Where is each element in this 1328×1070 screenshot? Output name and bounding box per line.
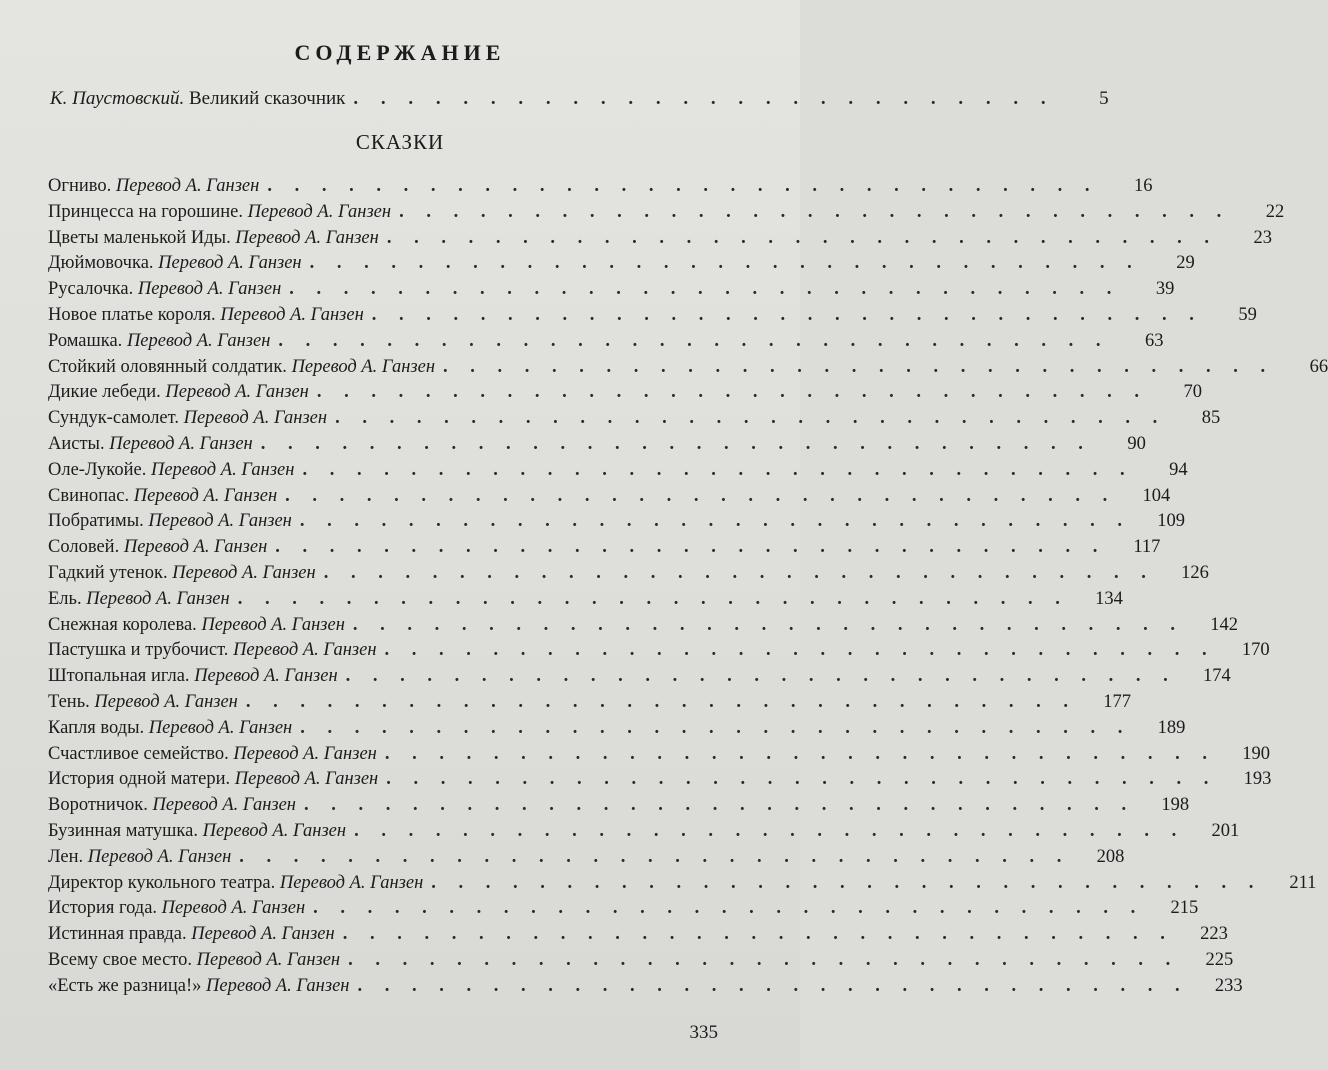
toc-entry-translator: Перевод А. Ганзен [87,846,232,867]
toc-entry-title: Соловей. [48,537,120,558]
toc-entry-title: Бузинная матушка. [48,820,198,841]
dot-leader: . . . . . . . . . . . . . . . . . . . . . . . . . . . . . . . [309,253,1141,274]
toc-entry-page-number: 233 [1214,975,1243,996]
toc-entry [48,614,1239,641]
toc-entry-translator: Перевод А. Ганзен [201,614,345,635]
dot-leader: . . . . . . . . . . . . . . . . . . . . . . . . . . . . . . . [316,382,1148,403]
toc-entry-title-part [48,744,377,765]
toc-entry-title: История одной матери. [48,769,231,790]
toc-entry [48,459,1188,486]
toc-entry-title: Аисты. [48,433,105,454]
dot-leader: . . . . . . . . . . . . . . . . . . . . . . . . . . . . . . . [267,176,1099,196]
toc-entry [48,382,1202,408]
toc-entry-title-part [48,253,302,274]
toc-entry-translator: Перевод А. Ганзен [194,666,338,687]
toc-entry-title: Дюймовочка. [48,253,154,274]
dot-leader: . . . . . . . . . . . . . . . . . . . . . . . . . . . . . . . [371,304,1203,325]
toc-entry-translator: Перевод А. Ганзен [137,279,282,300]
dot-leader: . . . . . . . . . . . . . . . . . . . . . . . . . . . . . . . [289,279,1121,300]
toc-entry-title: Русалочка. [48,279,134,300]
dot-leader: . . . . . . . . . . . . . . . . . . . . . . . . . . . . . . . [299,511,1131,532]
dot-leader: . . . . . . . . . . . . . . . . . . . . . . . . . . . . . . . [285,485,1117,506]
toc-entry [48,975,1243,1002]
toc-entry-page-number: 189 [1157,717,1186,738]
dot-leader: . . . . . . . . . . . . . . . . . . . . . . . . . . . . . . . [260,433,1092,454]
toc-entry-translator: Перевод А. Ганзен [291,356,436,377]
toc-entry-title: Новое платье короля. [48,304,216,325]
toc-entry-page-number: 90 [1127,433,1146,454]
dot-leader: . . . . . . . . . . . . . . . . . . . . . . . . . . . . . . . [302,459,1134,480]
toc-entry-title: Счастливое семейство. [48,743,229,764]
toc-entry-page-number: 134 [1095,588,1123,609]
toc-entry [48,666,1231,692]
toc-entry [48,769,1272,795]
toc-entry-title-part [48,873,423,894]
dot-leader: . . . . . . . . . . . . . . . . . . . . . . . . . . . . . . . [399,201,1231,222]
toc-entry-translator: Перевод А. Ганзен [233,640,377,661]
toc-entry-title-part [48,563,316,584]
toc-entry [48,511,1185,537]
toc-entry-title-part [48,589,230,610]
toc-entry-translator: Перевод А. Ганзен [279,872,424,893]
toc-entry-page-number: 208 [1096,846,1125,867]
toc-entry [48,795,1190,821]
toc-entry-page-number: 70 [1183,382,1202,403]
dot-leader: . . . . . . . . . . . . . . . . . . . . . . . . . . . . . . . [313,898,1145,919]
toc-entry [48,898,1199,924]
dot-leader: . . . . . . . . . . . . . . . . . . . . . . . . . . . . . . . [431,872,1263,893]
toc-entry-translator: Перевод А. Ганзен [133,485,278,506]
toc-entry-title-part [48,924,335,945]
toc-entry-page-number: 170 [1241,640,1270,661]
dot-leader: . . . . . . . . . . . . . . . . . . . . . . . . . . . . . . . [357,975,1189,996]
toc-entry-translator: Перевод А. Ганзен [235,227,379,248]
page-folio: 335 [689,1022,718,1043]
dot-leader: . . . . . . . . . . . . . . . . . . . . . . . . . . . . . . . [239,846,1071,867]
dot-leader: . . . . . . . . . . . . . . . . . . . . . . . . . . . . . . . [384,640,1216,661]
toc-entry [48,588,1123,615]
toc-entry-translator: Перевод А. Ганзен [233,743,377,764]
toc-entry-title-part [48,279,281,300]
toc-entry-page-number: 59 [1238,304,1257,325]
toc-entry-title-part [48,511,292,532]
toc-entry-title: Штопальная игла. [48,666,190,687]
toc-entry-title: Сундук-самолет. [48,408,179,429]
toc-entry-title-part [48,408,327,429]
toc-entry-translator: Перевод А. Ганзен [165,382,309,403]
toc-entry-title-part [48,331,270,352]
toc-entry-translator: Перевод А. Ганзен [220,304,364,325]
toc-entry-translator: Перевод А. Ганзен [196,949,341,970]
toc-entry-translator: Перевод А. Ганзен [206,975,350,996]
toc-entry-title: Стойкий оловянный солдатик. [48,356,287,377]
toc-entry-title: Лен. [48,846,84,867]
dot-leader: . . . . . . . . . . . . . . . . . . . . . . . . . . . . . . . [335,408,1167,429]
toc-entry-title: Побратимы. [48,511,144,532]
toc-entry-page-number: 190 [1242,743,1270,764]
toc-entry-title: Принцесса на горошине. [48,201,243,222]
toc-entry-title-part [48,898,305,919]
toc-entry-title: Ель. [48,588,82,609]
toc-entry-title-part [48,434,253,455]
section-title: СКАЗКИ [355,130,445,154]
toc-entry-page-number: 174 [1203,666,1231,687]
toc-entry-page-number: 225 [1205,949,1234,970]
toc-entry-page-number: 85 [1201,408,1221,429]
toc-entry-translator: Перевод А. Ганзен [161,898,306,919]
toc-entry-page-number: 201 [1211,820,1240,841]
toc-entry-translator: Перевод А. Ганзен [158,253,302,274]
toc-entry-title-part [48,847,231,868]
toc-entry [48,227,1272,254]
toc-entry-title-part [48,486,277,507]
toc-entry-translator: Перевод А. Ганзен [234,769,379,790]
toc-entry-page-number: 193 [1243,769,1272,790]
toc-entry-translator: Перевод А. Ганзен [191,924,335,945]
toc-entry [48,485,1171,512]
toc-entry-title: Всему свое место. [48,949,193,970]
toc-entry-page-number: 126 [1181,562,1209,583]
toc-entry-title: Ромашка. [48,330,123,351]
toc-entry-page-number: 22 [1265,201,1285,222]
dot-leader: . . . . . . . . . . . . . . . . . . . . . . . . . . . . . . . [245,691,1077,712]
toc-entry-title-part [48,666,338,687]
toc-entry-title-part [48,176,259,197]
intro-author: К. Паустовский. [50,88,185,109]
toc-entry [48,846,1125,873]
toc-entry-page-number: 211 [1289,872,1317,893]
toc-entry-title-part [48,718,292,739]
dot-leader: . . . . . . . . . . . . . . . . . . . . . . . . . . . . . . . [342,924,1174,945]
toc-entry-translator: Перевод А. Ганзен [86,588,230,609]
toc-entry [48,691,1131,718]
toc-entry-title-part [48,821,346,842]
toc-entry-title-part [48,769,378,790]
toc-entry-title: Свинопас. [48,485,130,506]
toc-entry-translator: Перевод А. Ганзен [148,717,293,738]
toc-entry-title-part [48,692,238,713]
toc-entry-translator: Перевод А. Ганзен [202,820,347,841]
toc-entry-title-part [48,357,435,378]
toc-entry-page-number: 198 [1161,795,1190,816]
toc-entry-title-part [48,382,309,403]
toc-entry-title-part [48,950,340,971]
toc-entry-translator: Перевод А. Ганзен [123,537,268,558]
dot-leader: . . . . . . . . . . . . . . . . . . . . . . . . . . . . . . . [304,795,1136,816]
toc-entry [48,924,1228,950]
dot-leader: . . . . . . . . . . . . . . . . . . . . . . . . . . . . . . . [386,227,1218,248]
toc-entry-title: Истинная правда. [48,924,187,945]
dot-leader: . . . . . . . . . . . . . . . . . . . . . . . . . . . . . . . [384,743,1216,764]
toc-entry-page-number: 63 [1145,330,1164,351]
toc-entry-title-part [48,537,267,558]
toc-entry-page-number: 29 [1176,253,1195,274]
toc-entry [48,253,1195,279]
toc-entry [48,433,1146,460]
dot-leader: . . . . . . . . . . . . . . . . . . . . . . . . . . . . . . . [300,717,1132,738]
toc-entry-title: История года. [48,898,158,919]
toc-entry-title: Оле-Лукойе. [48,459,147,480]
dot-leader: . . . . . . . . . . . . . . . . . . . . . . . . . . . . . . . [354,820,1186,841]
dot-leader: . . . . . . . . . . . . . . . . . . . . . . . . . . . . . . . [278,330,1110,351]
toc-entry [48,176,1153,202]
toc-entry-translator: Перевод А. Ганзен [150,459,295,480]
dot-leader: . . . . . . . . . . . . . . . . . . . . . . . . . . . . . . . [275,537,1107,558]
toc-entry-title: Тень. [48,691,90,712]
intro-title-part [50,88,345,110]
toc-entry-page-number: 66 [1309,356,1328,377]
toc-entry-page-number: 142 [1210,614,1239,635]
toc-entry-page-number: 223 [1200,924,1228,945]
toc-entry-translator: Перевод А. Ганзен [183,408,328,429]
dot-leader: . . . . . . . . . . . . . . . . . . . . . . . . . . . . . . . [348,949,1180,970]
dot-leader: . . . . . . . . . . . . . . . . . . . . . . . . . . . . . . . [345,666,1177,687]
toc-entry-title-part [48,228,379,249]
toc-entry-title-part [48,305,364,326]
toc-entry [48,640,1270,666]
toc-entry-translator: Перевод А. Ганзен [94,691,238,712]
toc-entry-translator: Перевод А. Ганзен [109,433,253,454]
toc-entry-page-number: 16 [1133,176,1153,196]
dot-leader: . . . . . . . . . . . . . . . . . . . . . . . . . . . . . . . [323,562,1155,583]
toc-entry [48,820,1240,847]
toc-entry-translator: Перевод А. Ганзен [247,201,392,222]
toc-entry-title: Цветы маленькой Иды. [48,227,231,248]
intro-title: Великий сказочник [189,88,346,109]
toc-entry [48,717,1186,744]
toc-entry-title: Воротничок. [48,795,148,816]
toc-entry-translator: Перевод А. Ганзен [148,511,292,532]
toc-entry-title-part [48,615,345,636]
toc-entry-translator: Перевод А. Ганзен [152,795,296,816]
intro-page-number: 5 [1099,88,1109,109]
toc-entry [48,330,1164,357]
toc-entry-title-part [48,460,294,481]
toc-entry [48,356,1328,383]
toc-entry-title-part [48,976,349,997]
contents-heading: СОДЕРЖАНИЕ [294,40,506,65]
intro-entry [50,88,1109,110]
dot-leader: . . . . . . . . . . . . . . . . . . . . . . . . . . . . . . . [237,588,1069,609]
toc-entry [48,872,1317,899]
toc-list [48,176,1328,1002]
toc-entry-title: Снежная королева. [48,614,197,635]
dot-leader: . . . . . . . . . . . . . . . . . . . . . . . . . . . . . . . [386,769,1218,790]
toc-entry-page-number: 104 [1142,485,1171,506]
toc-entry-title-part [48,640,377,661]
toc-entry [48,743,1270,770]
toc-entry-title: «Есть же разница!» [48,975,202,996]
toc-entry-title: Пастушка и трубочист. [48,640,229,661]
toc-entry-title: Капля воды. [48,717,145,738]
dot-leader: . . . . . . . . . . . . . . . . . . . . . . . . . . [353,88,1055,109]
dot-leader: . . . . . . . . . . . . . . . . . . . . . . . . . . . . . . . [443,356,1275,377]
toc-entry-translator: Перевод А. Ганзен [172,562,316,583]
toc-entry [48,279,1175,305]
toc-entry [48,562,1209,589]
toc-entry [48,304,1257,331]
toc-entry-page-number: 23 [1253,227,1272,248]
toc-entry-translator: Перевод А. Ганзен [115,176,260,196]
toc-entry [48,408,1221,434]
toc-entry [48,201,1285,228]
toc-entry [48,537,1161,563]
toc-entry-title: Дикие лебеди. [48,382,161,403]
dot-leader: . . . . . . . . . . . . . . . . . . . . . . . . . . . . . . . [352,614,1185,635]
toc-entry-page-number: 109 [1157,511,1185,532]
toc-entry-page-number: 215 [1170,898,1199,919]
toc-entry-page-number: 177 [1103,691,1131,712]
toc-entry-title: Гадкий утенок. [48,562,168,583]
toc-entry-page-number: 39 [1155,279,1175,300]
toc-entry-title-part [48,795,296,816]
toc-entry-page-number: 94 [1169,459,1188,480]
toc-entry-page-number: 117 [1133,537,1161,558]
toc-entry [48,949,1234,976]
toc-entry-title: Директор кукольного театра. [48,872,276,893]
toc-entry-translator: Перевод А. Ганзен [126,330,271,351]
toc-entry-title: Огниво. [48,176,112,196]
toc-entry-title-part [48,202,391,223]
